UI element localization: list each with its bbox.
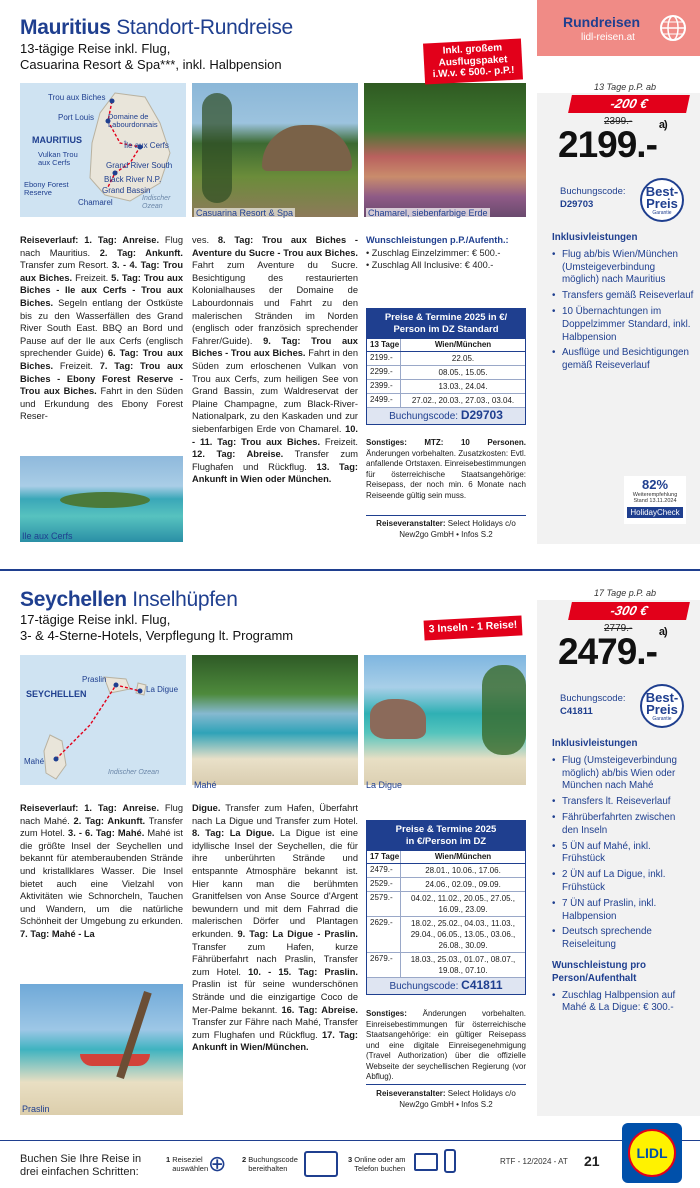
s-col2-seg-4: 9. Tag: La Digue - Praslin.	[237, 928, 358, 939]
map-label-ile-aux-cerfs: Île aux Cerfs	[124, 141, 169, 150]
seychellen-subtitle-1: 17-tägige Reise inkl. Flug,	[20, 612, 171, 627]
m-col1-seg-5: Freizeit.	[72, 272, 112, 283]
mauritius-discount: -200 €	[568, 95, 690, 113]
mauritius-subtitle	[20, 41, 282, 73]
ile-aux-cerfs-photo	[20, 456, 183, 542]
seychellen-inclusion-item: • Fährüberfahrten zwischen den Inseln	[552, 812, 694, 838]
holidaycheck-badge	[624, 476, 686, 524]
mauritius-table-row	[367, 380, 525, 394]
caption-la-digue: La Digue	[366, 780, 403, 790]
rundreisen-tab	[537, 0, 700, 56]
seychellen-table-row	[367, 864, 525, 878]
lidl-logo-text: LIDL	[636, 1145, 668, 1161]
wish-1: • Zuschlag Einzelzimmer: € 500.-	[366, 247, 501, 258]
s-col1-seg-6: 7. Tag: Mahé - La	[20, 928, 95, 939]
table-head-sey: 17 Tage Wien/München	[367, 851, 525, 864]
price-cell: 2479.-	[367, 864, 401, 877]
caption-praslin: Praslin	[22, 1104, 50, 1114]
seychellen-table-row	[367, 878, 525, 892]
mauritius-inclusions	[552, 232, 694, 376]
mauritius-map	[20, 83, 186, 217]
mauritius-table-row	[367, 366, 525, 380]
mauritius-inclusion-item: • 10 Übernachtungen im Doppelzimmer Standard, inkl. Halbpension	[552, 306, 694, 344]
lidl-logo	[622, 1123, 682, 1183]
step-3: 3 Online oder am Telefon buchen	[348, 1155, 406, 1173]
seychellen-red-tag: 3 Inseln - 1 Reise!	[424, 615, 523, 640]
mauritius-inclusion-item: • Ausflüge und Besichtigungen gemäß Reiseverlauf	[552, 347, 694, 373]
m-col1-seg-7: Segeln entlang der Ostküste bis zu den Wasserfällen des Grand River South East. BBQ an Bord und Pause auf der Ile aux Cerfs (englisch sprechender Guide)	[20, 297, 183, 359]
m-col2-seg-8: Transfer zum Flughafen und Rückflug.	[192, 449, 358, 472]
m-col2-seg-9: 13. Tag: Ankunft in Wien oder München.	[192, 461, 358, 485]
s-col1-seg-1: Flug nach Mahé.	[20, 803, 184, 826]
step-3-icon	[414, 1153, 438, 1171]
holidaycheck-brand: HolidayCheck	[627, 507, 683, 518]
m-col1-seg-2: 2. Tag: Ankunft.	[99, 247, 183, 258]
s-col2-seg-7: Praslin ist für seine wunderschönen Strände und die einzigartige Coco de Mer-Palme bekannt.	[192, 979, 358, 1015]
m-col2-seg-1: 8. Tag: Trou aux Biches - Aventure du Sucre - Trou aux Biches.	[192, 235, 358, 258]
mauritius-wishes	[366, 234, 526, 272]
mauritius-subtitle-1: 13-tägige Reise inkl. Flug,	[20, 41, 171, 56]
red-tag-line-3: i.W.v. € 500.- p.P.!	[432, 64, 515, 81]
step-2-icon	[304, 1151, 338, 1177]
rundreisen-tab-title: Rundreisen	[563, 14, 641, 30]
red-tag-line-2: Ausflugspaket	[438, 53, 508, 69]
wish-2: • Zuschlag All Inclusive: € 400.-	[366, 260, 494, 271]
dates-cell: 18.02., 25.02., 04.03., 11.03., 29.04., 06.05., 13.05., 03.06., 26.08., 30.09.	[410, 919, 516, 950]
map-label-la-digue: La Digue	[146, 685, 179, 694]
map-label-black-river: Black River N.P.	[104, 175, 162, 184]
step-1: 1 Reiseziel auswählen	[166, 1155, 209, 1173]
seychellen-discount: -300 €	[568, 602, 690, 620]
map-label-mauritius: MAURITIUS	[32, 135, 82, 145]
mauritius-best-price-badge: Best- Preis Garantie	[640, 178, 684, 222]
seychellen-price-head: 17 Tage p.P. ab	[594, 588, 657, 598]
seychellen-itinerary-col1	[20, 802, 183, 941]
mauritius-red-tag	[423, 38, 523, 84]
m-col2-seg-5: 10. - 11. Tag: Trou aux Biches.	[192, 423, 358, 447]
price-cell: 2299.-	[367, 366, 401, 379]
dates-cell: 22.05.	[451, 354, 475, 363]
praslin-photo	[20, 984, 183, 1115]
s-col1-seg-2: 2. Tag: Ankunft.	[73, 815, 146, 826]
footer-page: 21	[584, 1153, 600, 1169]
s-col2-seg-8: 16. Tag: Abreise.	[281, 1004, 358, 1015]
map-label-vulkan: Vulkan Trou aux Cerfs	[38, 150, 78, 167]
mauritius-organizer: Reiseveranstalter: Select Holidays c/o New2go GmbH • Infos S.2	[376, 519, 516, 539]
s-col1-seg-0: Reiseverlauf: 1. Tag: Anreise.	[20, 803, 160, 813]
chamarel-photo	[364, 83, 526, 217]
la-digue-photo	[364, 655, 526, 785]
caption-ile-aux-cerfs: Ile aux Cerfs	[22, 531, 73, 541]
caption-casuarina: Casuarina Resort & Spa	[196, 208, 294, 218]
m-col1-seg-8: 6. Tag: Trou aux Biches.	[20, 348, 183, 371]
seychellen-inclusions	[552, 738, 694, 1018]
caption-chamarel: Chamarel, siebenfarbige Erde	[368, 208, 488, 218]
table-head: 13 Tage Wien/München	[367, 339, 525, 352]
holidaycheck-sub: Weiterempfehlung Stand 13.11.2024	[632, 492, 678, 504]
seychellen-title-rest: Inselhüpfen	[132, 588, 238, 611]
dates-cell: 08.05., 15.05.	[438, 368, 488, 377]
price-cell: 2199.-	[367, 352, 401, 365]
m-col1-seg-3: Transfer zum Resort.	[20, 260, 112, 271]
map-label-mahe: Mahé	[24, 757, 45, 766]
seychellen-inclusion-item: • 5 ÜN auf Mahé, inkl. Frühstück	[552, 841, 694, 867]
map-label-grand-bassin: Grand Bassin	[102, 186, 151, 195]
map-label-chamarel: Chamarel	[78, 198, 113, 207]
s-col2-seg-1: Transfer zum Hafen, Überfahrt nach La Digue und Transfer zum Hotel.	[192, 803, 358, 826]
map-label-port-louis: Port Louis	[58, 113, 95, 122]
s-col2-seg-10: 17. Tag: Ankunft in Wien/München.	[192, 1029, 358, 1053]
dates-cell: 18.03., 25.03., 01.07., 08.07., 19.08., 07.10.	[410, 955, 516, 975]
seychellen-inclusion-item: • Transfers lt. Reiseverlauf	[552, 796, 694, 809]
mahe-photo	[192, 655, 358, 785]
seychellen-booking-code: Buchungscode: C41811	[560, 693, 626, 717]
mauritius-title: Mauritius Standort-Rundreise	[20, 16, 293, 39]
m-col1-seg-1: Flug nach Mauritius.	[20, 235, 184, 258]
table-title-sey: Preise & Termine 2025 in €/Person im DZ	[367, 821, 525, 851]
rundreisen-tab-url: lidl-reisen.at	[581, 32, 635, 43]
s-col1-seg-4: 3. - 6. Tag: Mahé.	[68, 828, 145, 839]
mauritius-subtitle-2: Casuarina Resort & Spa***, inkl. Halbpension	[20, 57, 282, 72]
seychellen-inclusion-item: • 7 ÜN auf Praslin, inkl. Halbpension	[552, 898, 694, 924]
m-col1-seg-11: Fahrt in den Süden und Erkundung des Ebony Forest Reser-	[20, 386, 183, 422]
dates-cell: 24.06., 02.09., 09.09.	[425, 880, 501, 889]
m-col1-seg-0: Reiseverlauf: 1. Tag: Anreise.	[20, 235, 160, 245]
mauritius-price-table	[366, 308, 526, 425]
seychellen-itinerary-col2	[192, 802, 358, 1054]
price-cell: 2499.-	[367, 394, 401, 407]
seychellen-inclusion-item: • Deutsch sprechende Reiseleitung	[552, 926, 694, 952]
dates-cell: 28.01., 10.06., 17.06.	[425, 866, 501, 875]
m-col2-seg-3: 9. Tag: Trou aux Biches - Trou aux Biches.	[192, 335, 358, 359]
globe-icon	[659, 14, 687, 42]
footer	[0, 1140, 700, 1188]
map-label-seychellen: SEYCHELLEN	[26, 689, 87, 699]
mauritius-misc: Sonstiges: MTZ: 10 Personen. Änderungen vorbehalten. Zusatzkosten: Evtl. anfallende Ortstaxen. Einreisebestimmungen für österreichische Staatsangehörige: Reisepass, der noch min. 6 Monate nach Reiseende gültig sein muss.	[366, 438, 526, 500]
map-label-ebony: Ebony Forest Reserve	[24, 180, 69, 197]
price-cell: 2629.-	[367, 917, 401, 952]
s-col2-seg-9: Transfer zur Fähre nach Mahé, Transfer zum Flughafen und Rückflug.	[192, 1017, 358, 1040]
s-col2-seg-0: Digue.	[192, 803, 221, 813]
m-col2-seg-6: Freizeit.	[320, 436, 358, 447]
phone-icon	[444, 1149, 456, 1173]
mauritius-itinerary-col1	[20, 234, 183, 423]
mauritius-inclusion-item: • Transfers gemäß Reiseverlauf	[552, 290, 694, 303]
seychellen-subtitle-2: 3- & 4-Sterne-Hotels, Verpflegung lt. Programm	[20, 628, 294, 643]
seychellen-inclusion-item: • 2 ÜN auf La Digue, inkl. Frühstück	[552, 869, 694, 895]
seychellen-misc: Sonstiges: Änderungen vorbehalten. Einreisebestimmungen für österreichische Staatsangehörige: ein gültiger Reisepass und eine digitale Einreisegenehmigung (Travel Authorization) über die offizielle Webseite der seychellischen Regierung (vor Abflug).	[366, 1009, 526, 1081]
map-label-grand-river: Grand River South	[106, 161, 173, 170]
mauritius-old-price: 2399.-	[604, 116, 633, 127]
s-col1-seg-5: Mahé ist die größte Insel der Seychellen und bekannt für atemberaubenden Strände und kristallklares Wasser. Die Insel bietet auch eine Vielzahl von Aktivitäten wie Schnorcheln, Tauchen und Wandern, um die natürliche Schönheit der Umgebung zu erkunden.	[20, 828, 184, 927]
step-1-icon: ⊕	[208, 1151, 227, 1176]
mauritius-inclusion-item: • Flug ab/bis Wien/München (Umsteigeverbindung möglich) nach Mauritius	[552, 249, 694, 287]
mauritius-price: 2199.- $^{a)}$	[558, 118, 667, 165]
table-booking-code-sey: Buchungscode: C41811	[367, 978, 525, 994]
mauritius-table-row	[367, 352, 525, 366]
seychellen-table-row	[367, 892, 525, 917]
seychellen-table-row	[367, 917, 525, 953]
caption-mahe: Mahé	[194, 780, 217, 790]
m-col2-seg-2: Fahrt zum Aventure du Sucre. Besichtigung des restaurierten Kolonialhauses der Domaine de Labourdonnais und Fahrt zu den malerischen Stränden im Norden (englisch oder französich sprechender Fahrer/Guide).	[192, 260, 358, 346]
s-col2-seg-6: 10. - 15. Tag: Praslin.	[248, 966, 358, 977]
s-col1-seg-3: Transfer zum Hotel.	[20, 815, 183, 839]
s-col2-seg-2: 8. Tag: La Digue.	[192, 828, 275, 839]
seychellen-table-row	[367, 953, 525, 978]
price-cell: 2529.-	[367, 878, 401, 891]
m-col1-seg-4: 3. - 4. Tag: Trou aux Biches.	[20, 260, 184, 283]
mauritius-booking-code: Buchungscode: D29703	[560, 186, 626, 210]
dates-cell: 13.03., 24.04.	[438, 382, 488, 391]
table-title: Preise & Termine 2025 in €/ Person im DZ Standard	[367, 309, 525, 339]
table-booking-code: Buchungscode: D29703	[367, 408, 525, 424]
seychellen-subtitle	[20, 612, 293, 644]
m-col2-seg-0: ves.	[192, 235, 218, 245]
m-col1-seg-6: 5. Tag: Trou aux Biches - Ile aux Cerfs - Trou aux Biches.	[20, 272, 183, 308]
s-col2-seg-5: Transfer zum Hafen, kurze Fährüberfahrt nach Praslin, Transfer zum Hotel.	[192, 941, 358, 977]
inclusions-title: Inklusivleistungen	[552, 232, 638, 243]
step-2: 2 Buchungscode bereithalten	[242, 1155, 298, 1173]
seychellen-wish-title: Wunschleistung pro Person/Aufenthalt	[552, 959, 646, 984]
inclusions-title-sey: Inklusivleistungen	[552, 738, 638, 749]
seychellen-title: Seychellen Inselhüpfen	[20, 588, 238, 611]
m-col1-seg-10: 7. Tag: Trou aux Biches - Ebony Forest Reserve - Trou aux Biches.	[20, 360, 183, 397]
price-cell: 2679.-	[367, 953, 401, 977]
price-cell: 2579.-	[367, 892, 401, 916]
seychellen-inclusion-item: • Flug (Umsteigeverbindung möglich) ab/bis Wien oder München nach Mahé	[552, 755, 694, 793]
red-tag-line-1: Inkl. großem	[442, 42, 503, 57]
dates-cell: 27.02., 20.03., 27.03., 03.04.	[411, 396, 515, 405]
mauritius-price-head: 13 Tage p.P. ab	[594, 82, 657, 92]
s-col2-seg-3: La Digue ist eine idyllische Insel der Seychellen, die für ihre unberührten Strände und entspannte Atmosphäre bekannt ist. Hier kann man die berühmten Granitfelsen von Anse Source d'Argent bewundern und mit dem Fahrrad die malerischen Dörfer und Plantagen erkunden.	[192, 828, 358, 939]
mauritius-table-row	[367, 394, 525, 408]
seychellen-best-price-badge: Best- Preis Garantie	[640, 684, 684, 728]
wishes-title: Wunschleistungen p.P./Aufenth.:	[366, 235, 509, 245]
footer-ref: RTF - 12/2024 - AT	[500, 1157, 568, 1166]
mauritius-itinerary-col2	[192, 234, 358, 486]
seychellen-price-table	[366, 820, 526, 995]
seychellen-price: 2479.- $^{a)}$	[558, 625, 667, 672]
map-label-praslin: Praslin	[82, 675, 107, 684]
seychellen-wish: • Zuschlag Halbpension auf Mahé & La Digue: € 300.-	[552, 990, 694, 1016]
seychellen-organizer: Reiseveranstalter: Select Holidays c/o New2go GmbH • Infos S.2	[376, 1089, 516, 1109]
m-col2-seg-7: 12. Tag: Abreise.	[192, 449, 284, 460]
m-col1-seg-9: Freizeit.	[53, 360, 100, 371]
map-label-ocean-sey: Indischer Ozean	[108, 769, 159, 776]
map-label-domaine: Domaine de Labourdonnais	[108, 112, 158, 129]
m-col2-seg-4: Fahrt in den Süden zum erloschenen Vulkan von Trou aux Cerfs, zum heiligen See von Grand Bassin, zum Waldreservat der Plaine Champagne, zum Black-River-Nationalpark, zu den Kaskaden und zur siebenfarbigen Erde von Chamarel.	[192, 348, 358, 434]
seychellen-map	[20, 655, 186, 785]
mauritius-title-rest: Standort-Rundreise	[116, 16, 293, 39]
map-label-ocean: Indischer Ozean	[142, 195, 171, 210]
footer-intro: Buchen Sie Ihre Reise in drei einfachen Schritten:	[20, 1153, 142, 1178]
map-label-trou-aux-biches: Trou aux Biches	[48, 93, 106, 102]
casuarina-photo	[192, 83, 358, 217]
dates-cell: 04.02., 11.02., 20.05., 27.05., 16.09., 23.09.	[411, 894, 515, 914]
price-cell: 2399.-	[367, 380, 401, 393]
seychellen-old-price: 2779.-	[604, 623, 633, 634]
holidaycheck-pct: 82%	[641, 477, 669, 492]
